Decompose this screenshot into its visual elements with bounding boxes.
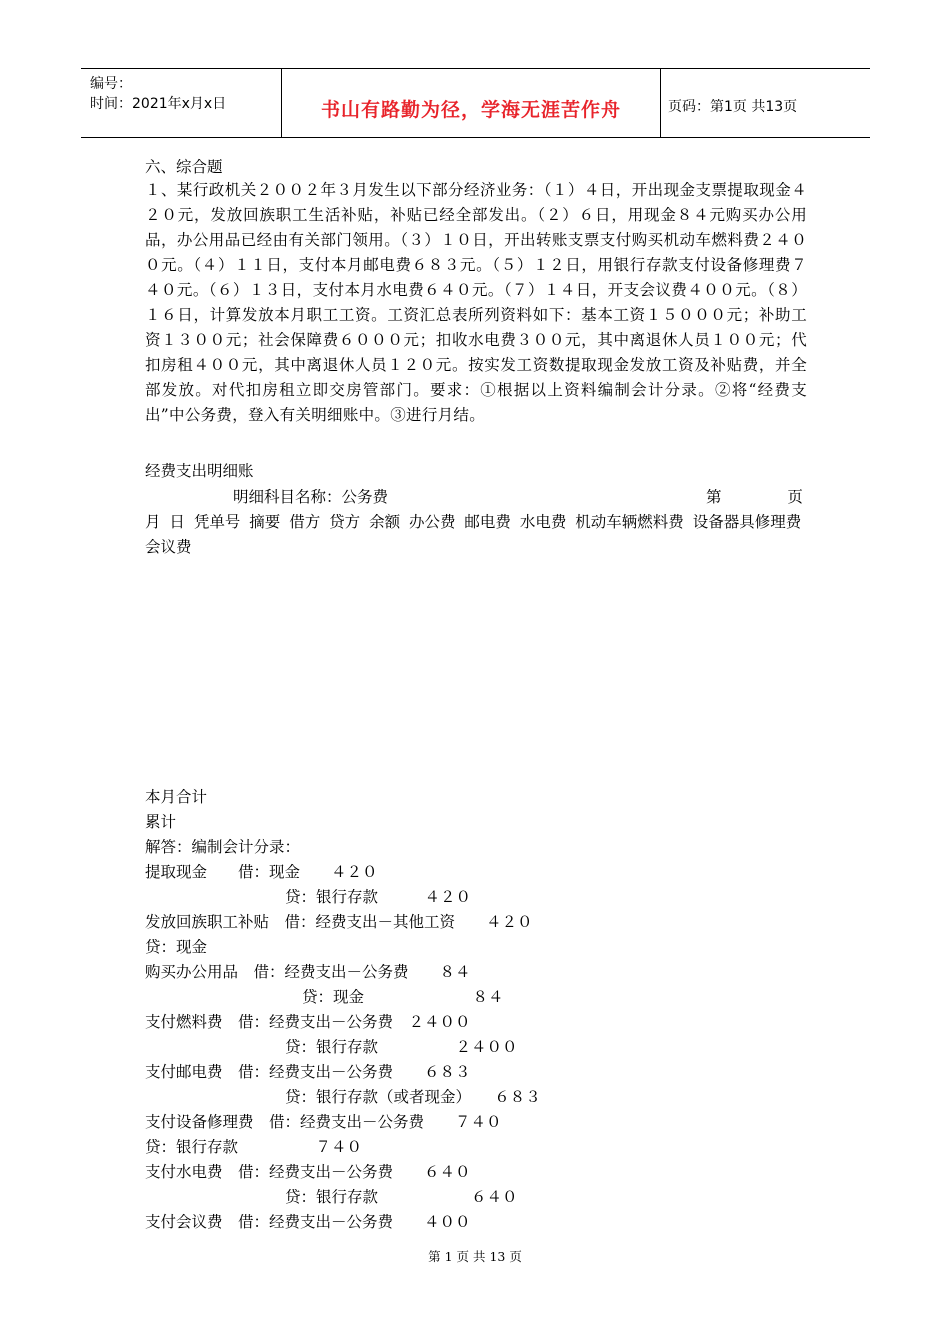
entry-line: 贷：现金 ８４ (302, 988, 504, 1006)
ledger-page-ye: 页 (787, 488, 805, 506)
entry-line: 支付水电费 借：经费支出－公务费 ６４０ (145, 1163, 471, 1181)
entry-line: 贷：银行存款 ２４００ (285, 1038, 518, 1056)
entry-line: 提取现金 借：现金 ４２０ (145, 863, 378, 881)
header-center-cell (281, 69, 661, 137)
entry-line: 贷：现金 (145, 938, 208, 956)
header-right-cell (660, 69, 870, 137)
ledger-month-total: 本月合计 (145, 788, 208, 806)
entry-line: 支付燃料费 借：经费支出－公务费 ２４００ (145, 1013, 471, 1031)
header-motto: 书山有路勤为径，学海无涯苦作舟 (320, 99, 621, 121)
header-page-info: 页码：第1页 共13页 (668, 99, 798, 115)
entry-line: 支付邮电费 借：经费支出－公务费 ６８３ (145, 1063, 471, 1081)
document-number-label: 编号： (90, 76, 132, 92)
section-title: 六、综合题 (145, 158, 223, 176)
entry-line: 发放回族职工补贴 借：经费支出－其他工资 ４２０ (145, 913, 533, 931)
entry-line: 支付会议费 借：经费支出－公务费 ４００ (145, 1213, 471, 1231)
entry-line: 购买办公用品 借：经费支出－公务费 ８４ (145, 963, 471, 981)
document-date: 时间：2021年x月x日 (90, 96, 227, 112)
entry-line: 贷：银行存款（或者现金） ６８３ (285, 1088, 541, 1106)
entry-line: 贷：银行存款 ４２０ (285, 888, 472, 906)
ledger-column-headers: 月 日 凭单号 摘要 借方 贷方 余额 办公费 邮电费 水电费 机动车辆燃料费 设备器具修理费 会议费 (145, 513, 802, 556)
entry-line: 贷：银行存款 ７４０ (145, 1138, 363, 1156)
ledger-title: 经费支出明细账 (145, 462, 254, 480)
ledger-cumulative: 累计 (145, 813, 177, 831)
ledger-page-di: 第 (706, 488, 724, 506)
ledger-subject: 明细科目名称：公务费 (233, 488, 389, 506)
question-paragraph: １、某行政机关２００２年３月发生以下部分经济业务：（１）４日，开出现金支票提取现金４２０元，发放回族职工生活补贴，补贴已经全部发出。（２）６日，用现金８４元购买办公用品，办公用品已经由有关部门领用。（３）１０日，开出转账支票支付购买机动车燃料费２４００元。（４）１１日，支付本月邮电费６８３元。（５）１２日，用银行存款支付设备修理费７４０元。（６）１３日，支付本月水电费６４０元。（７）１４日，开支会议费４００元。（８）１６日，计算发放本月职工工资。工资汇总表所列资料如下：基本工资１５０００元；补助工资１３００元；社会保障费６０００元；扣收水电费３００元，其中离退休人员１００元；代扣房租４００元，其中离退休人员１２０元。按实发工资数提取现金发放工资及补贴费，并全部发放。对代扣房租立即交房管部门。要求：①根据以上资料编制会计分录。②将“经费支出”中公务费，登入有关明细账中。③进行月结。 (145, 181, 807, 424)
header-left-cell (81, 69, 281, 137)
page-footer: 第 1 页 共 13 页 (428, 1249, 522, 1264)
page-header (81, 68, 870, 138)
ledger-page-field (706, 485, 805, 507)
answer-heading: 解答：编制会计分录： (145, 838, 301, 856)
entry-line: 贷：银行存款 ６４０ (285, 1188, 518, 1206)
entry-line: 支付设备修理费 借：经费支出－公务费 ７４０ (145, 1113, 502, 1131)
